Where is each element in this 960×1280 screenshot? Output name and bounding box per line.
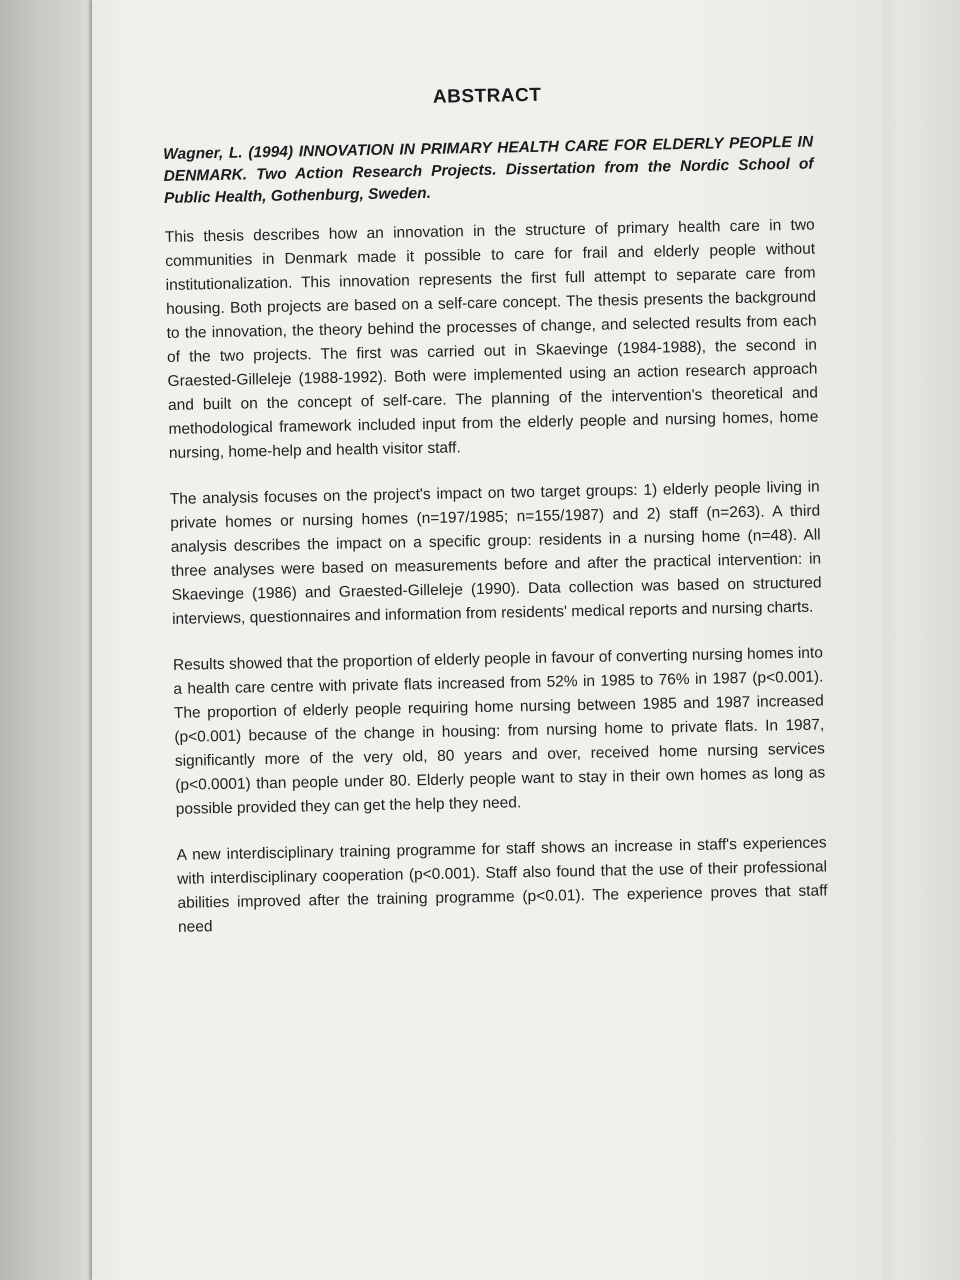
paragraph-results: Results showed that the proportion of elderly people in favour of converting nursing homes into a health care centre with private flats increased from 52% in 1985 to 76% in 1987 (p<0.001). The proportion of elderly people requiring home nursing between 1985 and 1987 increased (p<0.001) because of the change in housing: from nursing home to private flats. In 1987, significantly more of the very old, 80 years and over, received home nursing services (p<0.0001) than people under 80. Elderly people want to stay in their own homes as long as possible provided they can get the help they need. xyxy=(172,644,826,818)
paragraph-analysis: The analysis focuses on the project's impact on two target groups: 1) elderly people living in private homes or nursing homes (n=197/1985; n=155/1987) and 2) staff (n=263). A third analysis describes the impact on a specific group: residents in a nursing home (n=48). All three analyses were based on measurements before and after the practical intervention: in Skaevinge (1986) and Graested-Gilleleje (1990). Data collection was based on structured interviews, questionnaires and information from residents' medical reports and nursing charts. xyxy=(169,478,822,628)
paragraph-intro: This thesis describes how an innovation in the structure of primary health care in two communities in Denmark made it possible to care for frail and elderly people without institutionalization. This innovation represents the first full attempt to separate care from housing. Both projects are based on a self-care concept. The thesis presents the background to the innovation, the theory behind the processes of change, and selected results from each of the two projects. The first was carried out in Skaevinge (1984-1988), the second in Graested-Gilleleje (1988-1992). Both were implemented using an action research approach and built on the concept of self-care. The planning of the intervention's theoretical and methodological framework included input from the elderly people and nursing homes, home nursing, home-help and health visitor staff. xyxy=(164,216,819,462)
citation: Wagner, L. (1994) INNOVATION IN PRIMARY HEALTH CARE FOR ELDERLY PEOPLE IN DENMARK. Two Action Research Projects. Dissertation from the Nordic School of Public Health, Gothenburg, Sweden. xyxy=(163,133,814,207)
abstract-heading: ABSTRACT xyxy=(432,84,542,108)
abstract-content xyxy=(162,80,829,962)
book-page xyxy=(92,0,882,1280)
page-edge xyxy=(882,0,960,1280)
paragraph-training: A new interdisciplinary training programme for staff shows an increase in staff's experiences with interdisciplinary cooperation (p<0.001). Staff also found that the use of their professional abilities improved after the training programme (p<0.01). The experience proves that staff need xyxy=(176,834,828,936)
